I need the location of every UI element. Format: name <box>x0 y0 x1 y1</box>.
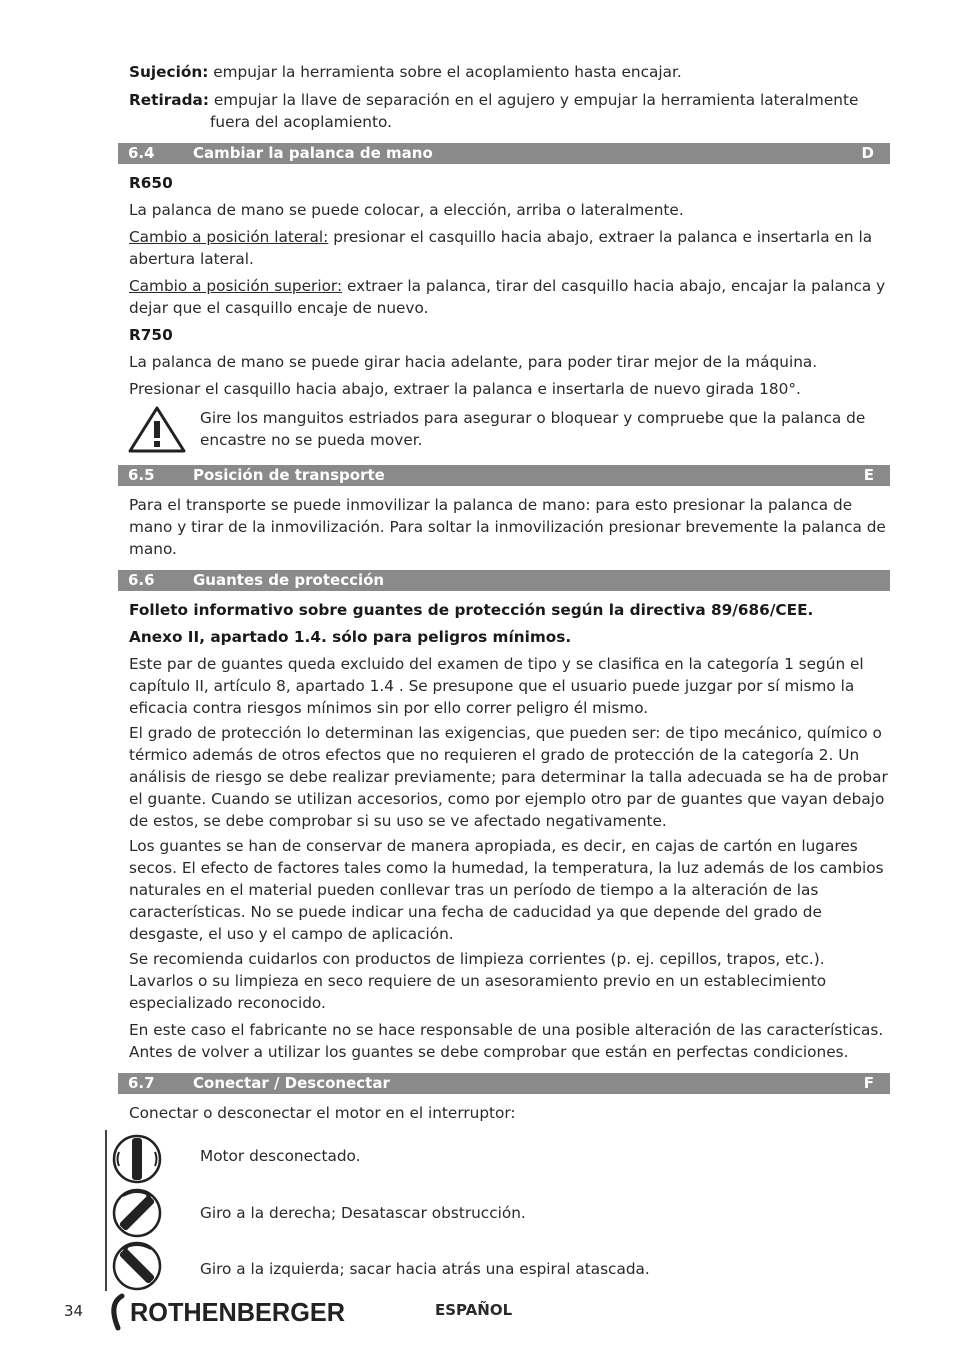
section-number: 6.5 <box>128 466 155 484</box>
warning-text: Gire los manguitos estriados para asegurar o bloquear y compruebe que la palanca de encastre no se pueda mover. <box>200 409 866 449</box>
upper-text: extraer la palanca, tirar del casquillo hacia abajo, encajar la palanca y dejar que el casquillo encaje de nuevo. <box>129 277 886 317</box>
figure-ref: F <box>863 1074 874 1092</box>
paragraph: La palanca de mano se puede colocar, a elección, arriba o lateralmente. <box>129 201 684 219</box>
fix-instruction <box>129 61 889 83</box>
remove-instruction <box>129 89 889 111</box>
lateral-text: presionar el casquillo hacia abajo, extraer la palanca e insertarla en la abertura lateral. <box>129 228 873 268</box>
fix-label: Sujeción: <box>129 63 209 81</box>
gloves-heading-1: Folleto informativo sobre guantes de protección según la directiva 89/686/CEE. <box>129 601 814 619</box>
section-6-4-header <box>118 143 890 164</box>
section-number: 6.7 <box>128 1074 155 1092</box>
remove-label: Retirada: <box>129 91 209 109</box>
model-r750: R750 <box>129 326 173 344</box>
figure-ref: E <box>863 466 874 484</box>
paragraph: Conectar o desconectar el motor en el interruptor: <box>129 1104 516 1122</box>
paragraph: La palanca de mano se puede girar hacia adelante, para poder tirar mejor de la máquina. <box>129 353 818 371</box>
switch-icons <box>105 1130 191 1291</box>
paragraph: Para el transporte se puede inmovilizar la palanca de mano: para esto presionar la palanca de mano y tirar de la inmovilización. Para soltar la inmovilización presionar brevemente la palanca de mano. <box>129 496 886 558</box>
rothenberger-logo <box>104 1292 349 1332</box>
paragraph: Este par de guantes queda excluido del examen de tipo y se clasifica en la categoría 1 según el capítulo II, artículo 8, apartado 1.4 . Se presupone que el usuario puede juzgar por sí mismo la eficacia contra riesgos mínimos sin por ello correr peligro él mismo. <box>129 655 864 717</box>
remove-text-2: fuera del acoplamiento. <box>210 113 392 131</box>
switch-off-icon <box>109 1132 189 1185</box>
section-6-6-header <box>118 570 890 591</box>
switch-off-text: Motor desconectado. <box>200 1147 361 1165</box>
upper-change <box>129 275 889 319</box>
paragraph: Los guantes se han de conservar de manera apropiada, es decir, en cajas de cartón en lugares secos. El efecto de factores tales como la humedad, la temperatura, la luz además de los cambios naturales en el material pueden conllevar tras un período de tiempo a la alteración de las características. No se puede indicar una fecha de caducidad ya que depende del grado de desgaste, el uso y el campo de aplicación. <box>129 837 884 943</box>
switch-right-text: Giro a la derecha; Desatascar obstrucción. <box>200 1204 526 1222</box>
paragraph: En este caso el fabricante no se hace responsable de una posible alteración de las características. Antes de volver a utilizar los guantes se debe comprobar que están en perfectas condiciones. <box>129 1021 884 1061</box>
lateral-change <box>129 226 889 270</box>
section-6-7-header <box>118 1073 890 1094</box>
section-6-5-header <box>118 465 890 486</box>
language-label: ESPAÑOL <box>435 1301 513 1319</box>
svg-text:ROTHENBERGER: ROTHENBERGER <box>130 1297 346 1327</box>
figure-ref: D <box>861 144 874 162</box>
page-number: 34 <box>64 1302 84 1320</box>
switch-left-icon <box>109 1239 189 1292</box>
section-number: 6.4 <box>128 144 155 162</box>
paragraph: El grado de protección lo determinan las exigencias, que pueden ser: de tipo mecánico, químico o térmico además de otros efectos que no requieren el grado de protección de la categoría 2. Un análisis de riesgo se debe realizar previamente; para determinar la talla adecuada se ha de probar el guante. Cuando se utilizan accesorios, como por ejemplo otro par de guantes que vayan debajo de estos, se debe comprobar si su uso se ve afectado negativamente. <box>129 724 888 830</box>
gloves-heading-2: Anexo II, apartado 1.4. sólo para peligros mínimos. <box>129 628 572 646</box>
section-title: Conectar / Desconectar <box>193 1074 390 1092</box>
section-title: Guantes de protección <box>193 571 385 589</box>
upper-label: Cambio a posición superior: <box>129 277 343 295</box>
model-r650: R650 <box>129 174 173 192</box>
warning-triangle-icon <box>128 406 186 453</box>
paragraph: Presionar el casquillo hacia abajo, extraer la palanca e insertarla de nuevo girada 180°. <box>129 380 801 398</box>
section-title: Posición de transporte <box>193 466 385 484</box>
switch-right-icon <box>109 1186 189 1239</box>
section-number: 6.6 <box>128 571 155 589</box>
paragraph: Se recomienda cuidarlos con productos de limpieza corrientes (p. ej. cepillos, trapos, etc.). Lavarlos o su limpieza en seco requiere de un asesoramiento previo en un establecimiento especializado reconocido. <box>129 950 827 1012</box>
switch-left-text: Giro a la izquierda; sacar hacia atrás una espiral atascada. <box>200 1260 650 1278</box>
section-title: Cambiar la palanca de mano <box>193 144 433 162</box>
fix-text: empujar la herramienta sobre el acoplamiento hasta encajar. <box>213 63 682 81</box>
remove-text-1: empujar la llave de separación en el agujero y empujar la herramienta lateralmente <box>213 91 859 109</box>
lateral-label: Cambio a posición lateral: <box>129 228 329 246</box>
